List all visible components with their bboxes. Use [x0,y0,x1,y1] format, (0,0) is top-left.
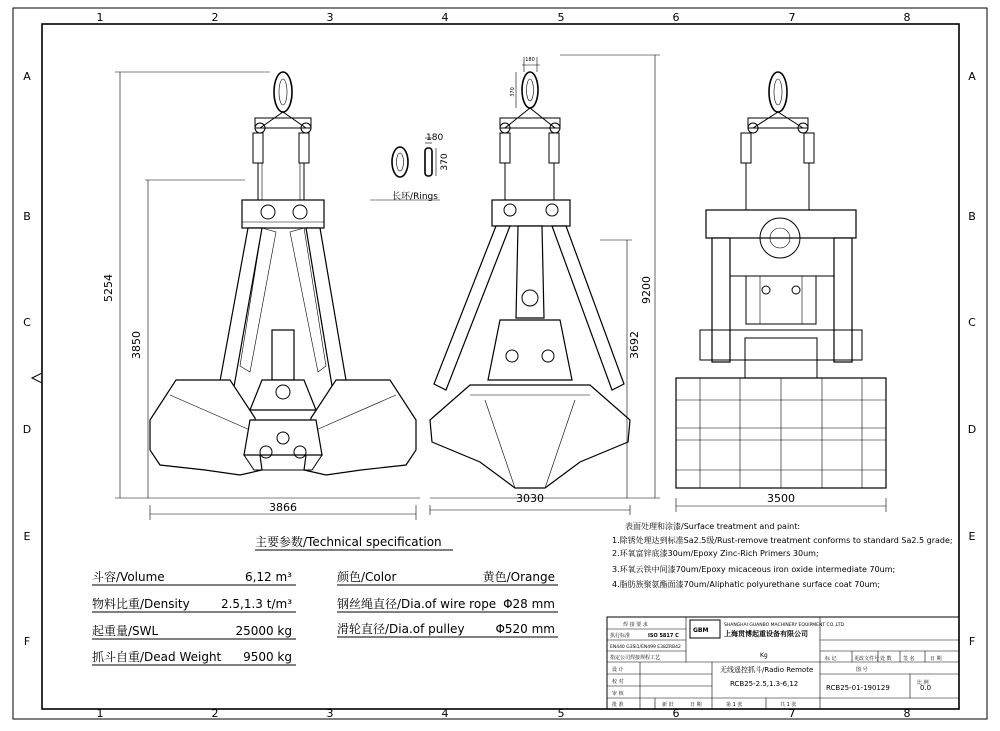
surface-title: 表面处理和涂漆/Surface treatment and paint: [625,522,801,531]
tb-f1: 新 旧 [662,702,674,708]
zone-row-right: E [968,530,976,543]
spec-left-value: 9500 kg [243,650,292,664]
tb-company-cn: 上海贯博起重设备有限公司 [724,630,808,638]
zone-col-bottom: 3 [326,707,334,720]
end-view [676,72,886,512]
zone-col-bottom: 5 [557,707,565,720]
spec-right-label: 钢丝绳直径/Dia.of wire rope [337,597,497,611]
spec-left-label: 物料比重/Density [92,597,190,611]
zone-col-bottom: 2 [211,707,219,720]
tb-scale: 比 例 [917,680,929,686]
tb-r3: 审 核 [612,691,624,697]
tb-h2: 更改文件号 [854,656,880,662]
side-view [430,55,660,515]
tb-f2: 日 期 [690,702,702,708]
tb-model: RCB25-2.5,1.3-6,12 [730,680,799,688]
tb-drawing-no: RCB25-01-190129 [826,684,890,692]
zone-col-top: 2 [211,11,219,24]
dim-front-height: 5254 [102,274,115,302]
front-view [115,72,420,520]
tb-r2: 校 对 [612,679,624,685]
tb-r4: 批 准 [612,702,624,708]
zone-row-left: B [23,210,31,223]
spec-right-value: Φ28 mm [503,597,555,611]
zone-row-left: D [22,423,32,436]
spec-right-table [337,569,558,637]
dim-front-inner: 3850 [130,331,143,359]
dim-side-inner: 3692 [628,331,641,359]
tb-sheets: 共 1 张 [780,702,797,708]
spec-right-label: 颜色/Color [337,570,397,584]
tb-h1: 标 记 [825,656,837,662]
zone-col-top: 1 [96,11,104,24]
zone-col-bottom: 1 [96,707,104,720]
surface-item-3: 3.环氧云铁中间漆70um/Epoxy micaceous iron oxide intermediate 70um; [612,565,896,574]
tb-std2: EN440 G3Si1/EN499 E38ZRB42 [610,645,681,650]
zone-col-top: 6 [672,11,680,24]
zone-row-right: A [968,70,976,83]
zone-row-left: C [23,316,31,329]
rings-width: 180 [426,133,444,143]
dim-end-width: 3500 [767,492,795,505]
rings-label: 长环/Rings [392,192,438,202]
rings-detail [370,138,440,200]
zone-row-right: F [968,635,976,648]
tb-mat: 图 号 [856,667,868,673]
zone-col-bottom: 8 [903,707,911,720]
tb-sheet: 第 1 张 [726,702,743,708]
tb-product: 无线遥控抓斗/Radio Remote [720,666,814,674]
zone-col-top: 3 [326,11,334,24]
spec-left-label: 抓斗自重/Dead Weight [92,650,222,664]
surface-item-2: 2.环氧富锌底漆30um/Epoxy Zinc-Rich Primers 30um; [612,549,819,558]
zone-col-top: 5 [557,11,565,24]
zone-row-right: C [968,316,976,329]
zone-col-bottom: 6 [672,707,680,720]
spec-right-label: 滑轮直径/Dia.of pulley [337,622,465,636]
spec-right-value: 黄色/Orange [482,570,555,584]
tb-std-label: 执行标准 [610,633,631,639]
spec-left-table [92,569,296,665]
zone-col-top: 4 [441,11,449,24]
spec-left-value: 25000 kg [235,624,292,638]
tb-company-en: SHANGHAI GUANBO MACHINERY EQUIPMENT CO.,LTD [724,623,845,628]
dim-front-width: 3866 [269,501,297,514]
rings-height: 370 [440,153,450,171]
zone-row-left: F [23,635,31,648]
tb-note: 指定公司焊接规程工艺 [610,655,661,661]
tb-h5: 日 期 [930,656,942,662]
zone-row-right: D [967,423,977,436]
spec-left-label: 斗容/Volume [92,570,165,584]
zone-col-top: 8 [903,11,911,24]
tb-logo: GBM [693,627,709,634]
zone-col-bottom: 7 [788,707,796,720]
tb-h3: 处 数 [880,656,892,662]
dim-side-width: 3030 [516,492,544,505]
dim-side-height: 9200 [640,276,653,304]
tb-weight: Kg [760,652,768,659]
zone-col-bottom: 4 [441,707,449,720]
spec-left-value: 6,12 m³ [244,570,292,584]
dim-ring-top-w: 180 [525,57,535,63]
tb-h4: 签 名 [903,656,915,662]
zone-row-left: A [23,70,31,83]
zone-row-left: E [23,530,31,543]
surface-item-1: 1.除锈处理达到标准Sa2.5级/Rust-remove treatment conforms to standard Sa2.5 grade; [612,536,953,545]
tb-rev: 0.0 [920,684,932,692]
spec-left-value: 2.5,1.3 t/m³ [220,597,292,611]
tb-r1: 设 计 [612,667,624,673]
surface-item-4: 4.脂肪族聚氨酯面漆70um/Aliphatic polyurethane surface coat 70um; [612,580,881,589]
center-mark-arrow [32,373,42,383]
tb-std: ISO 5817 C [648,633,679,639]
dim-ring-top-h: 370 [510,87,516,97]
zone-row-right: B [968,210,976,223]
tb-weld: 焊 接 要 求 [623,622,648,628]
spec-title: 主要参数/Technical specification [255,535,442,549]
zone-col-top: 7 [788,11,796,24]
spec-right-value: Φ520 mm [495,622,555,636]
spec-left-label: 起重量/SWL [92,624,159,638]
